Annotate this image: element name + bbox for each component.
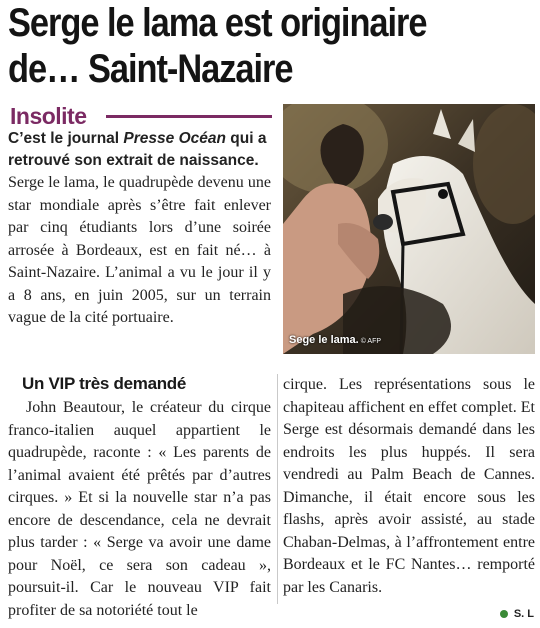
section-subhead: Un VIP très demandé — [22, 374, 187, 393]
lead-paragraph — [8, 128, 271, 172]
photo-caption — [289, 330, 381, 348]
headline — [8, 0, 464, 92]
signature-dot — [500, 610, 508, 618]
author-signature — [500, 608, 534, 620]
lead-text-start: C’est le journal — [8, 130, 124, 147]
column-divider — [277, 374, 278, 604]
kicker: Insolite — [10, 103, 87, 129]
kicker-rule — [106, 115, 272, 118]
headline-line-2: de… Saint-Nazaire — [8, 47, 293, 91]
intro-body: Serge le lama, le quadrupède devenu une star mondiale après s’être fait enlever par cinq étudiants lors d’une soirée arrosée à Bordeaux, est en fait né… à Saint-Nazaire. L’animal a vu le jour il y a 8 ans, en juin 2005, sur un terrain vague de la cité portuaire. — [8, 174, 271, 326]
llama-illustration — [283, 104, 535, 354]
right-column-text: cirque. Les représentations sous le chapiteau affichent en effet complet. Et Serge est désormais demandé dans les endroits les plus huppés. Il sera vendredi au Palm Beach de Cannes. Dimanche, il était encore sous les flashs, après avoir assisté, au stade Chaban-Delmas, à l’affrontement entre Bordeaux et le FC Nantes… remporté par les Canaris. — [283, 376, 535, 596]
caption-text: Sege le lama. — [289, 334, 359, 346]
llama-photo — [283, 104, 535, 354]
signature-text: S. L — [513, 608, 534, 620]
headline-line-1: Serge le lama est originaire — [8, 1, 427, 45]
caption-credit: © AFP — [360, 338, 382, 345]
left-column-text: John Beautour, le créateur du cirque franco-italien auquel appartient le quadrupède, raconte : « Les parents de l’animal avaient été prêtés par d’autres cirques. » Et si la nouvelle star n’a pas encore de descendance, cela ne devrait plus tarder : « Serge va avoir une dame pour Noël, ce sera son cadeau », poursuit-il. Car le nouveau VIP fait profiter de sa notoriété tout le — [8, 399, 271, 619]
newspaper-name: Presse Océan — [123, 130, 226, 147]
lead-text-end: qui a retrouvé son extrait de naissance. — [8, 130, 267, 169]
